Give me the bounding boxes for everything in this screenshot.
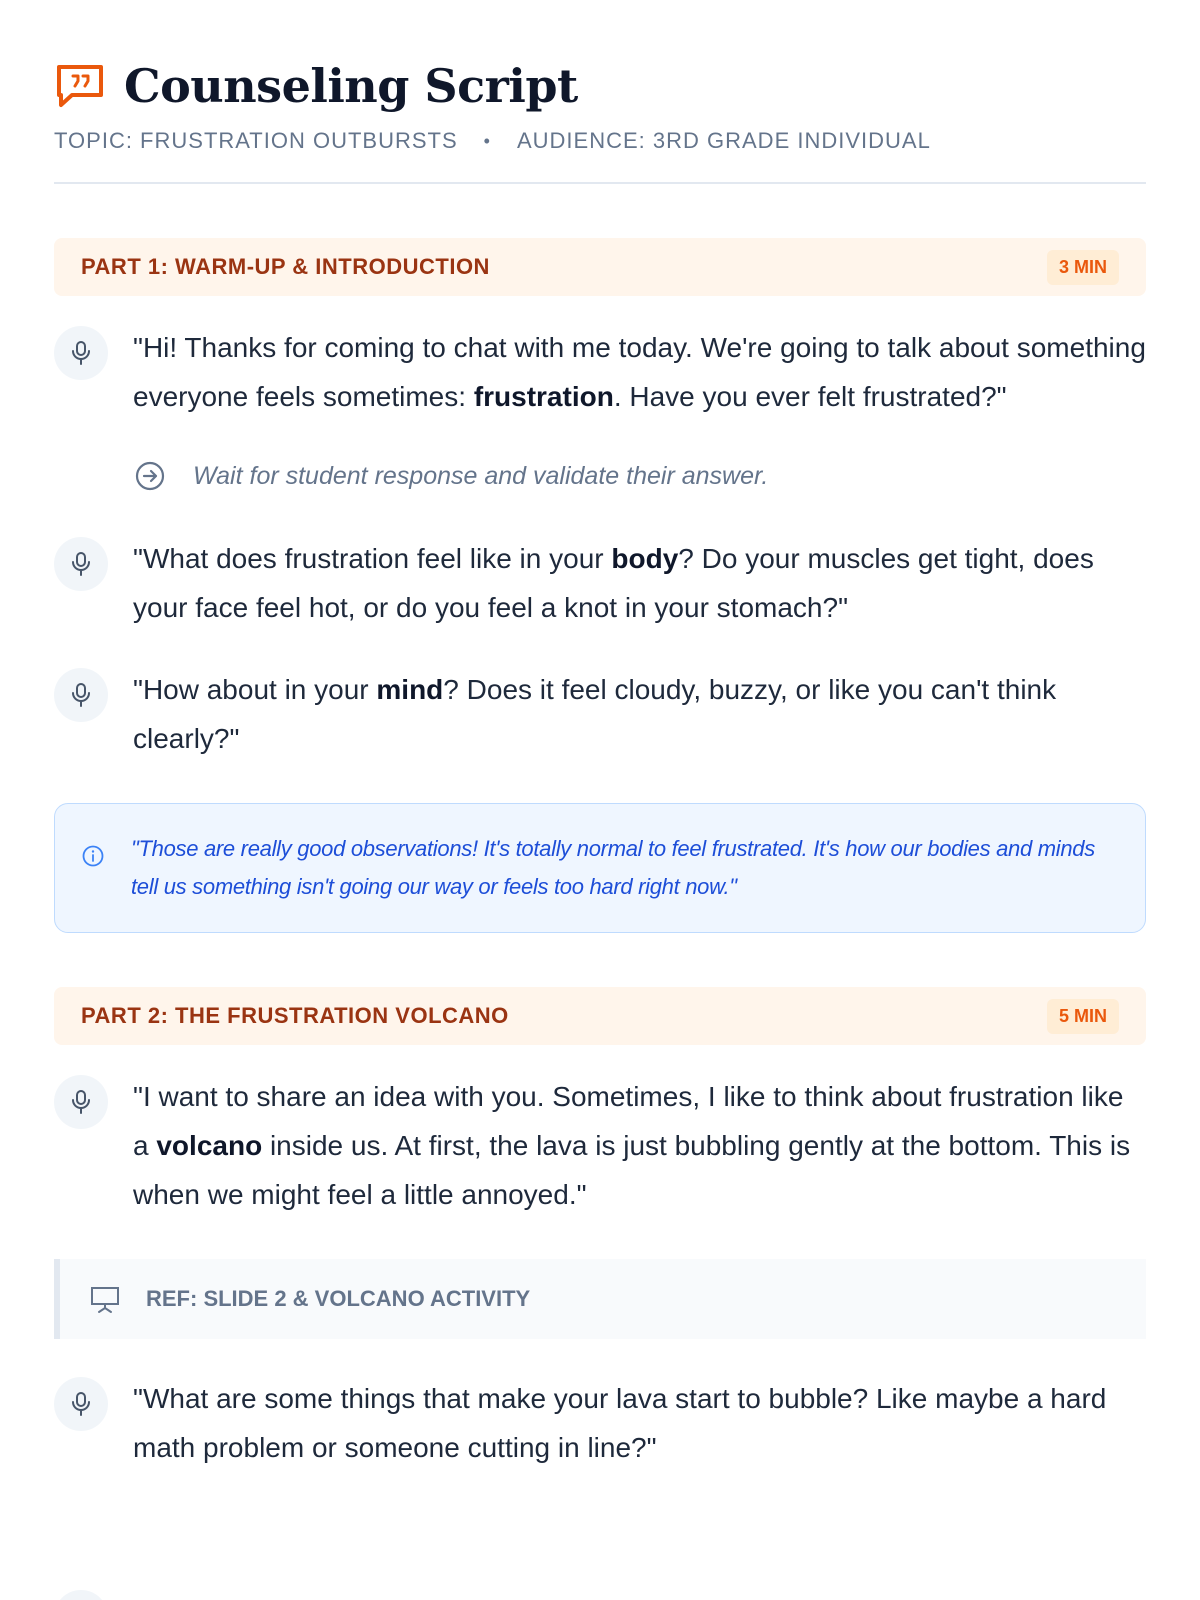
microphone-icon: [54, 326, 108, 380]
callout-text: "Those are really good observations! It's totally normal to feel frustrated. It's how our bodies and minds tell us something isn't going our way or feels too hard right now.": [131, 836, 1095, 899]
microphone-icon: [54, 537, 108, 591]
script-line-text: "How about in your mind? Does it feel cloudy, buzzy, or like you can't think clearly?": [133, 674, 1057, 754]
script-line: [54, 1377, 1146, 1472]
script-line: [54, 537, 1146, 632]
meta-separator: •: [483, 130, 491, 151]
section-header-part2: [54, 987, 1146, 1045]
microphone-icon: [54, 1590, 108, 1600]
script-line: [54, 668, 1146, 763]
microphone-icon: [54, 668, 108, 722]
meta-row: [54, 128, 1146, 154]
info-icon: [81, 844, 105, 868]
audience-label: AUDIENCE: 3RD GRADE INDIVIDUAL: [516, 128, 931, 153]
microphone-icon: [54, 1075, 108, 1129]
emphasis: body: [611, 543, 679, 574]
info-callout: [54, 803, 1146, 933]
presentation-icon: [88, 1282, 122, 1316]
script-line-text: "Hi! Thanks for coming to chat with me today. We're going to talk about something everyone feels sometimes: frustration. Have you ever felt frustrated?": [133, 332, 1146, 412]
script-line: [54, 326, 1146, 421]
microphone-icon: [54, 1377, 108, 1431]
script-line-text: "What are some things that make your lava start to bubble? Like maybe a hard math problem or someone cutting in line?": [133, 1383, 1107, 1463]
script-line-text: "I want to share an idea with you. Sometimes, I like to think about frustration like a volcano inside us. At first, the lava is just bubbling gently at the bottom. This is when we might feel a little annoyed.": [133, 1081, 1131, 1210]
script-line: [54, 1075, 1146, 1219]
topic-label: TOPIC: FRUSTRATION OUTBURSTS: [54, 128, 458, 153]
section-title: PART 2: THE FRUSTRATION VOLCANO: [81, 1003, 509, 1028]
duration-badge: 5 MIN: [1047, 999, 1119, 1034]
section-header-part1: [54, 238, 1146, 296]
quote-bubble-icon: [54, 60, 106, 112]
instruction-text: Wait for student response and validate their answer.: [193, 461, 769, 490]
duration-badge: 3 MIN: [1047, 250, 1119, 285]
section-title: PART 1: WARM-UP & INTRODUCTION: [81, 254, 490, 279]
emphasis: frustration: [473, 381, 614, 412]
title-row: [54, 56, 1146, 116]
header-divider: [54, 182, 1146, 184]
header: [54, 0, 1146, 184]
emphasis: volcano: [156, 1130, 263, 1161]
arrow-circle-right-icon: [133, 459, 167, 493]
reference-text: REF: SLIDE 2 & VOLCANO ACTIVITY: [146, 1286, 531, 1311]
instruction-note: [133, 459, 1146, 493]
reference-block: [54, 1259, 1146, 1339]
page-title: Counseling Script: [124, 59, 578, 113]
emphasis: mind: [376, 674, 444, 705]
script-line-text: "What does frustration feel like in your body? Do your muscles get tight, does your face feel hot, or do you feel a knot in your stomach?": [133, 543, 1094, 623]
